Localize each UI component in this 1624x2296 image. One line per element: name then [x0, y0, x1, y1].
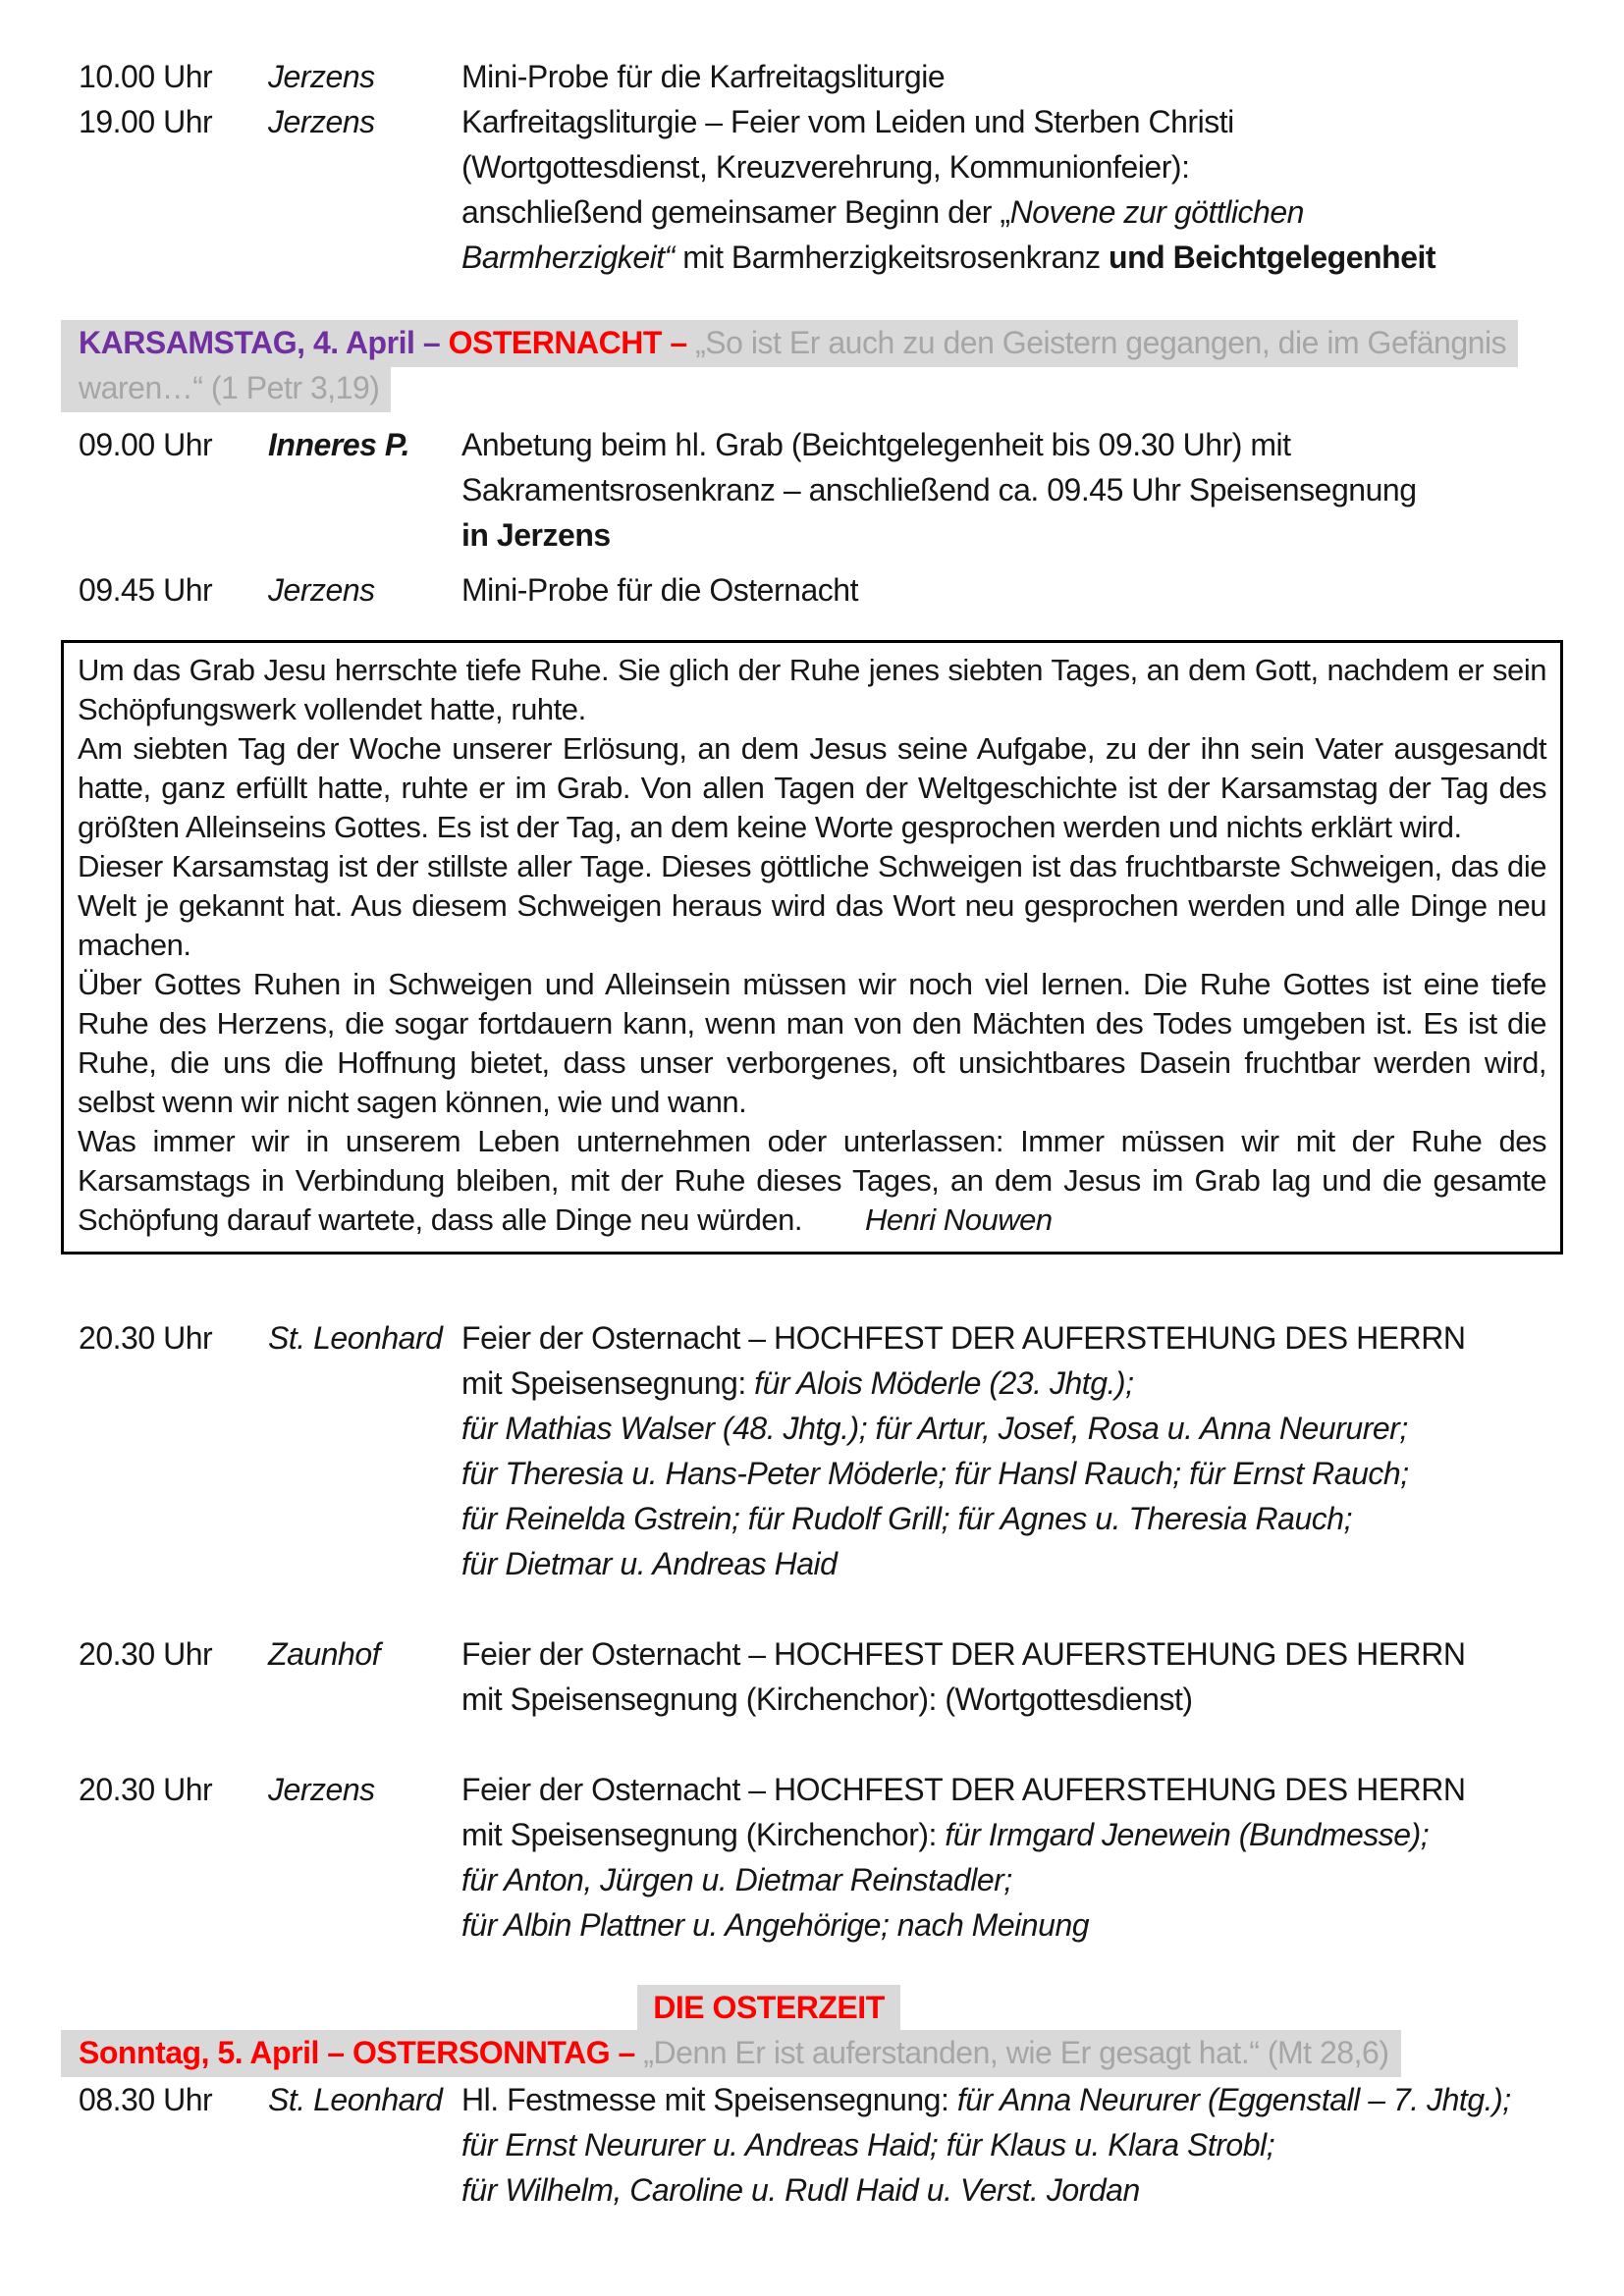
text-run-italic: für Wilhelm, Caroline u. Rudl Haid u. Verst. Jordan [461, 2172, 1140, 2208]
text-run: Mini-Probe für die Karfreitagsliturgie [461, 59, 946, 94]
meditation-paragraph: Am siebten Tag der Woche unserer Erlösung, an dem Jesus seine Aufgabe, zu der ihn sein Vater ausgesandt hatte, ganz erfüllt hatte, ruhte er im Grab. Von allen Tagen der Weltgeschichte ist der Karsamstag der Tag des größten Alleinseins Gottes. Es ist der Tag, an dem keine Worte gesprochen werden und nichts erklärt wird. [78, 731, 1546, 844]
text-run: Feier der Osternacht – HOCHFEST DER AUFERSTEHUNG DES HERRN [461, 1320, 1466, 1356]
day-header-highlight [61, 320, 1518, 412]
description-line [461, 467, 1587, 512]
meditation-box [61, 640, 1563, 1255]
time-cell: 09.00 Uhr [79, 427, 213, 462]
feast-label: OSTERNACHT – [448, 325, 696, 360]
text-run-italic: für Irmgard Jenewein (Bundmesse); [945, 1817, 1430, 1852]
text-run-italic: Barmherzigkeit“ [461, 240, 675, 275]
schedule-row-osternacht-jerzens [79, 1767, 1587, 1948]
text-run-italic: für Theresia u. Hans-Peter Möderle; für Hansl Rauch; für Ernst Rauch; [461, 1456, 1409, 1491]
description-cell [461, 99, 1587, 280]
description-line [461, 1315, 1587, 1361]
text-run-bold: in Jerzens [461, 517, 611, 553]
time-cell: 08.30 Uhr [79, 2082, 213, 2117]
meditation-paragraph: Über Gottes Ruhen in Schweigen und Alleinsein müssen wir noch viel lernen. Die Ruhe Gottes ist eine tiefe Ruhe des Herzens, die sogar fortdauern kann, wenn man von den Mächten des Todes umgeben ist. Es ist die Ruhe, die uns die Hoffnung bietet, dass unser verborgenes, oft unsichtbares Dasein fruchtbar werden wird, selbst wenn wir nicht sagen können, wie und wann. [78, 967, 1546, 1119]
description-line [461, 2077, 1587, 2122]
text-run: Sakramentsrosenkranz – anschließend ca. 09.45 Uhr Speisensegnung [461, 472, 1417, 507]
location-cell: Jerzens [268, 104, 375, 139]
description-line [461, 422, 1587, 467]
scripture-quote: „So ist Er auch zu den Geistern gegangen, die im Gefängnis waren…“ (1 Petr 3,19) [79, 325, 1507, 405]
description-cell [461, 567, 1587, 613]
text-run-italic: für Albin Plattner u. Angehörige; nach Meinung [461, 1907, 1090, 1943]
time-cell: 20.30 Uhr [79, 1320, 213, 1356]
text-run-italic: für Anton, Jürgen u. Dietmar Reinstadler; [461, 1862, 1012, 1897]
text-run-italic: für Mathias Walser (48. Jhtg.); für Artur, Josef, Rosa u. Anna Neururer; [461, 1411, 1408, 1446]
description-cell [461, 1767, 1587, 1948]
description-line [461, 99, 1587, 144]
description-line [461, 567, 1587, 613]
description-line [461, 1902, 1587, 1948]
day-header-karsamstag [61, 320, 1587, 410]
text-run: anschließend gemeinsamer Beginn der „ [461, 194, 1010, 230]
description-cell [461, 1315, 1587, 1586]
text-run-italic: für Anna Neururer (Eggenstall – 7. Jhtg.); [956, 2082, 1511, 2117]
description-line [461, 189, 1587, 235]
text-run-italic: für Ernst Neururer u. Andreas Haid; für Klaus u. Klara Strobl; [461, 2127, 1275, 2163]
description-cell [461, 2077, 1587, 2213]
text-run: Mini-Probe für die Osternacht [461, 572, 859, 608]
meditation-paragraph: Dieser Karsamstag ist der stillste aller Tage. Dieses göttliche Schweigen ist das fruchtbarste Schweigen, das die Welt je gekannt hat. Aus diesem Schweigen heraus wird das Wort neu gesprochen werden und alle Dinge neu machen. [78, 849, 1546, 962]
day-header-highlight [61, 2030, 1401, 2077]
attribution: Henri Nouwen [865, 1202, 1053, 1237]
text-run: mit Barmherzigkeitsrosenkranz [674, 240, 1110, 275]
location-cell: Jerzens [268, 1772, 375, 1807]
location-cell: Inneres P. [268, 427, 410, 462]
schedule-row-osternacht-stleonhard [79, 1315, 1587, 1586]
section-heading-osterzeit [0, 1985, 1624, 2030]
description-line [461, 1451, 1587, 1496]
text-run: Feier der Osternacht – HOCHFEST DER AUFERSTEHUNG DES HERRN [461, 1772, 1466, 1807]
description-line [461, 1631, 1587, 1677]
time-cell: 20.30 Uhr [79, 1772, 213, 1807]
section-heading-highlight: DIE OSTERZEIT [637, 1985, 900, 2032]
description-line [461, 1767, 1587, 1812]
text-run-italic: Novene zur göttlichen [1009, 194, 1304, 230]
location-cell: Zaunhof [268, 1636, 381, 1672]
day-label: KARSAMSTAG, 4. April – [79, 325, 449, 360]
text-run-bold: und Beichtgelegenheit [1109, 240, 1436, 275]
description-line [461, 1541, 1587, 1586]
text-run: Hl. Festmesse mit Speisensegnung: [461, 2082, 957, 2117]
text-run: Feier der Osternacht – HOCHFEST DER AUFERSTEHUNG DES HERRN [461, 1636, 1466, 1672]
time-cell: 09.45 Uhr [79, 572, 213, 608]
location-cell: St. Leonhard [268, 1320, 443, 1356]
description-line [461, 1361, 1587, 1406]
description-line [461, 1857, 1587, 1902]
description-cell [461, 422, 1587, 558]
text-run-italic: für Dietmar u. Andreas Haid [461, 1546, 838, 1581]
text-run: Karfreitagsliturgie – Feier vom Leiden und Sterben Christi [461, 104, 1234, 139]
description-line [461, 235, 1587, 280]
description-line [461, 1677, 1587, 1722]
day-header-ostersonntag [61, 2030, 1587, 2075]
schedule-row-karfreitag-1900 [79, 99, 1587, 280]
time-cell: 20.30 Uhr [79, 1636, 213, 1672]
text-run-italic: für Alois Möderle (23. Jhtg.); [754, 1365, 1134, 1401]
text-run: mit Speisensegnung: [461, 1365, 755, 1401]
schedule-row-karsamstag-0945 [79, 567, 1587, 613]
description-line [461, 512, 1587, 558]
meditation-paragraph [78, 1122, 1546, 1240]
time-cell: 10.00 Uhr [79, 59, 213, 94]
description-line [461, 54, 1587, 99]
schedule-row-osternacht-zaunhof [79, 1631, 1587, 1722]
description-line [461, 1406, 1587, 1451]
description-cell [461, 1631, 1587, 1722]
description-line [461, 144, 1587, 189]
schedule-row-ostersonntag-0830 [79, 2077, 1587, 2213]
day-label: Sonntag, 5. April – OSTERSONNTAG – [79, 2035, 644, 2070]
description-line [461, 2167, 1587, 2213]
scripture-quote: „Denn Er ist auferstanden, wie Er gesagt hat.“ (Mt 28,6) [643, 2035, 1389, 2070]
text-run: mit Speisensegnung (Kirchenchor): [461, 1817, 946, 1852]
description-line [461, 1812, 1587, 1857]
description-cell [461, 54, 1587, 99]
text-run: Anbetung beim hl. Grab (Beichtgelegenheit bis 09.30 Uhr) mit [461, 427, 1291, 462]
location-cell: Jerzens [268, 59, 375, 94]
location-cell: St. Leonhard [268, 2082, 443, 2117]
time-cell: 19.00 Uhr [79, 104, 213, 139]
text-run: mit Speisensegnung (Kirchenchor): (Wortgottesdienst) [461, 1682, 1193, 1717]
location-cell: Jerzens [268, 572, 375, 608]
description-line [461, 2122, 1587, 2167]
text-run-italic: für Reinelda Gstrein; für Rudolf Grill; für Agnes u. Theresia Rauch; [461, 1501, 1353, 1536]
description-line [461, 1496, 1587, 1541]
schedule-row-karfreitag-1000 [79, 54, 1587, 99]
meditation-paragraph: Um das Grab Jesu herrschte tiefe Ruhe. Sie glich der Ruhe jenes siebten Tages, an dem Gott, nachdem er sein Schöpfungswerk vollendet hatte, ruhte. [78, 653, 1546, 726]
schedule-row-karsamstag-0900 [79, 422, 1587, 558]
meditation-text: Was immer wir in unserem Leben unternehmen oder unterlassen: Immer müssen wir mit der Ruhe des Karsamstags in Verbindung bleiben, mit der Ruhe dieses Tages, an dem Jesus im Grab lag und die gesamte Schöpfung darauf wartete, dass alle Dinge neu würden. [78, 1124, 1546, 1237]
text-run: (Wortgottesdienst, Kreuzverehrung, Kommunionfeier): [461, 149, 1190, 185]
